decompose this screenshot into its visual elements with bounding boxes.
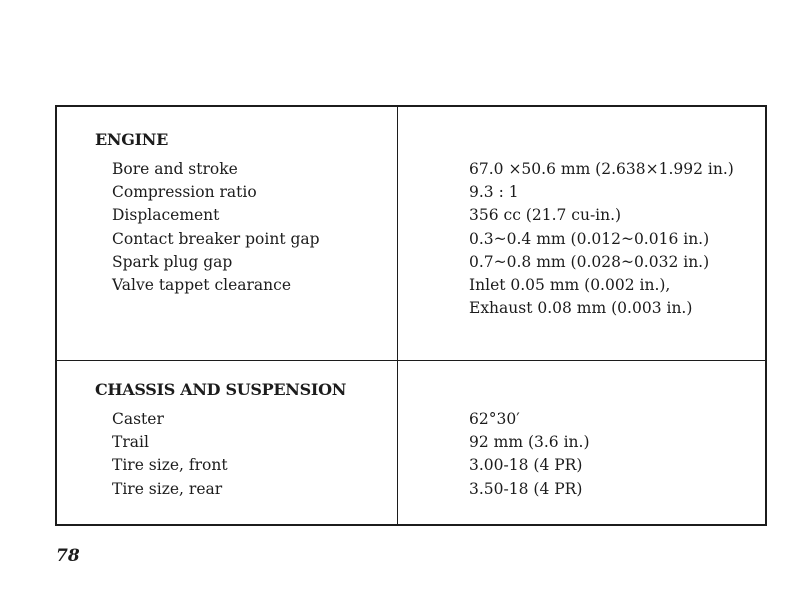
engine-labels — [112, 158, 320, 297]
spec-label-compression-ratio: Compression ratio — [112, 183, 257, 202]
spec-table — [55, 105, 767, 526]
spec-label-caster: Caster — [112, 410, 164, 428]
spec-label-tire-rear: Tire size, rear — [112, 479, 223, 498]
spec-label-spark-plug-gap: Spark plug gap — [112, 252, 233, 271]
chassis-values — [469, 408, 590, 501]
spec-label-tire-front: Tire size, front — [112, 456, 228, 475]
spec-value-valve-exhaust: Exhaust 0.08 mm (0.003 in.) — [469, 299, 693, 318]
spec-label-bore-stroke: Bore and stroke — [112, 160, 238, 178]
spec-value-compression-ratio: 9.3 : 1 — [469, 183, 519, 202]
chassis-labels — [112, 408, 228, 501]
spec-label-valve-tappet-clearance: Valve tappet clearance — [112, 275, 292, 294]
chassis-section-title: CHASSIS AND SUSPENSION — [95, 380, 347, 399]
spec-value-spark-plug-gap: 0.7~0.8 mm (0.028~0.032 in.) — [469, 252, 710, 271]
spec-value-caster: 62°30′ — [469, 410, 520, 428]
engine-section-title: ENGINE — [95, 130, 168, 149]
spec-value-contact-breaker-gap: 0.3~0.4 mm (0.012~0.016 in.) — [469, 229, 710, 248]
spec-value-trail: 92 mm (3.6 in.) — [469, 433, 590, 452]
engine-values — [469, 158, 734, 320]
spec-label-trail: Trail — [112, 433, 149, 452]
spec-value-tire-front: 3.00-18 (4 PR) — [469, 456, 583, 475]
column-divider — [397, 107, 398, 524]
spec-value-valve-inlet: Inlet 0.05 mm (0.002 in.), — [469, 275, 671, 294]
row-divider — [57, 360, 765, 361]
page-number: 78 — [56, 546, 80, 566]
spec-label-displacement: Displacement — [112, 206, 220, 225]
spec-value-displacement: 356 cc (21.7 cu-in.) — [469, 206, 622, 225]
spec-value-tire-rear: 3.50-18 (4 PR) — [469, 479, 583, 498]
spec-label-contact-breaker-gap: Contact breaker point gap — [112, 229, 320, 248]
spec-value-bore-stroke: 67.0 ×50.6 mm (2.638×1.992 in.) — [469, 160, 734, 178]
